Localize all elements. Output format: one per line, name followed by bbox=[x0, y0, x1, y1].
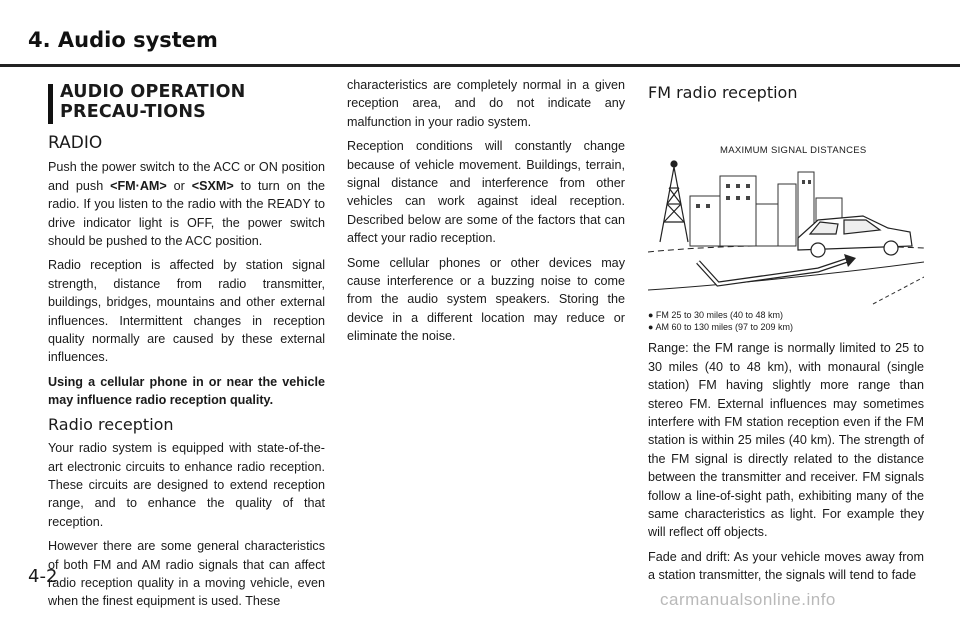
figure-caption: MAXIMUM SIGNAL DISTANCES bbox=[720, 145, 867, 157]
section-heading bbox=[48, 82, 325, 122]
header-rule bbox=[0, 64, 960, 67]
page-number: 4-2 bbox=[28, 566, 58, 587]
watermark: carmanualsonline.info bbox=[660, 590, 836, 609]
fm-range-paragraph: Range: the FM range is normally limited to 25 to 30 miles (40 to 48 km), with monaural (single station) FM having slightly more range than stereo FM. External influences may sometimes interfere with FM station reception even if the FM station is within 25 miles (40 km). The strength of the FM signal is directly related to the distance between the transmitter and receiver. FM signals follow a line-of-sight path, exhibiting many of the same characteristics as light. For example they will reflect off objects. bbox=[648, 341, 924, 540]
reception-paragraph-1: Your radio system is equipped with state-of-the-art electronic circuits to enhance radio reception. These circuits are designed to extend reception range, and to enhance the quality of that reception. bbox=[48, 441, 325, 529]
radio-reception-heading: Radio reception bbox=[48, 414, 174, 434]
column-1 bbox=[48, 76, 325, 617]
tower-icon bbox=[660, 161, 688, 242]
fm-am-button-label: <FM·AM> bbox=[110, 178, 167, 193]
sxm-button-label: <SXM> bbox=[191, 178, 234, 193]
col2-paragraph-3: Some cellular phones or other devices may cause interference or a buzzing noise to come from the audio system speakers. Storing the device in a different location may reduce or eliminate the noise. bbox=[347, 255, 625, 344]
radio-paragraph-1: Push the power switch to the ACC or ON position and push <FM·AM> or <SXM> to turn on the radio. If you listen to the radio with the READY to drive indicator light is OFF, the power switch should be pushed to the ACC position. bbox=[48, 160, 325, 249]
col2-paragraph-1: characteristics are completely normal in a given reception area, and do not indicate any malfunction in your radio system. bbox=[347, 78, 625, 129]
cellular-warning: Using a cellular phone in or near the vehicle may influence radio reception quality. bbox=[48, 374, 325, 408]
fade-drift-paragraph: Fade and drift: As your vehicle moves away from a station transmitter, the signals will tend to fade bbox=[648, 549, 924, 583]
fm-reception-heading: FM radio reception bbox=[648, 83, 798, 102]
radio-paragraph-2: Radio reception is affected by station signal strength, distance from radio transmitter, buildings, bridges, mountains and other external influences. Intermittent changes in reception quality normally are caused by these external influences. bbox=[48, 258, 325, 365]
reception-paragraph-2: However there are some general characteristics of both FM and AM radio signals that can affect radio reception quality in a moving vehicle, even when the finest equipment is used. These bbox=[48, 539, 325, 609]
section-title: AUDIO OPERATION PRECAU-TIONS bbox=[60, 82, 246, 122]
col2-paragraph-2: Reception conditions will constantly change because of vehicle movement. Buildings, terrain, signal distance and interference from other vehicles can work against ideal reception. Described below are some of the factors that can affect your radio reception. bbox=[347, 139, 625, 246]
column-3 bbox=[648, 76, 924, 591]
signal-distance-figure bbox=[648, 112, 924, 333]
figure-legend-fm: ● FM 25 to 30 miles (40 to 48 km) bbox=[648, 310, 783, 321]
car-icon bbox=[798, 216, 912, 257]
radio-heading: RADIO bbox=[48, 133, 103, 153]
chapter-title: 4. Audio system bbox=[28, 28, 218, 52]
figure-legend-am: ● AM 60 to 130 miles (97 to 209 km) bbox=[648, 322, 794, 333]
column-2 bbox=[347, 76, 625, 352]
